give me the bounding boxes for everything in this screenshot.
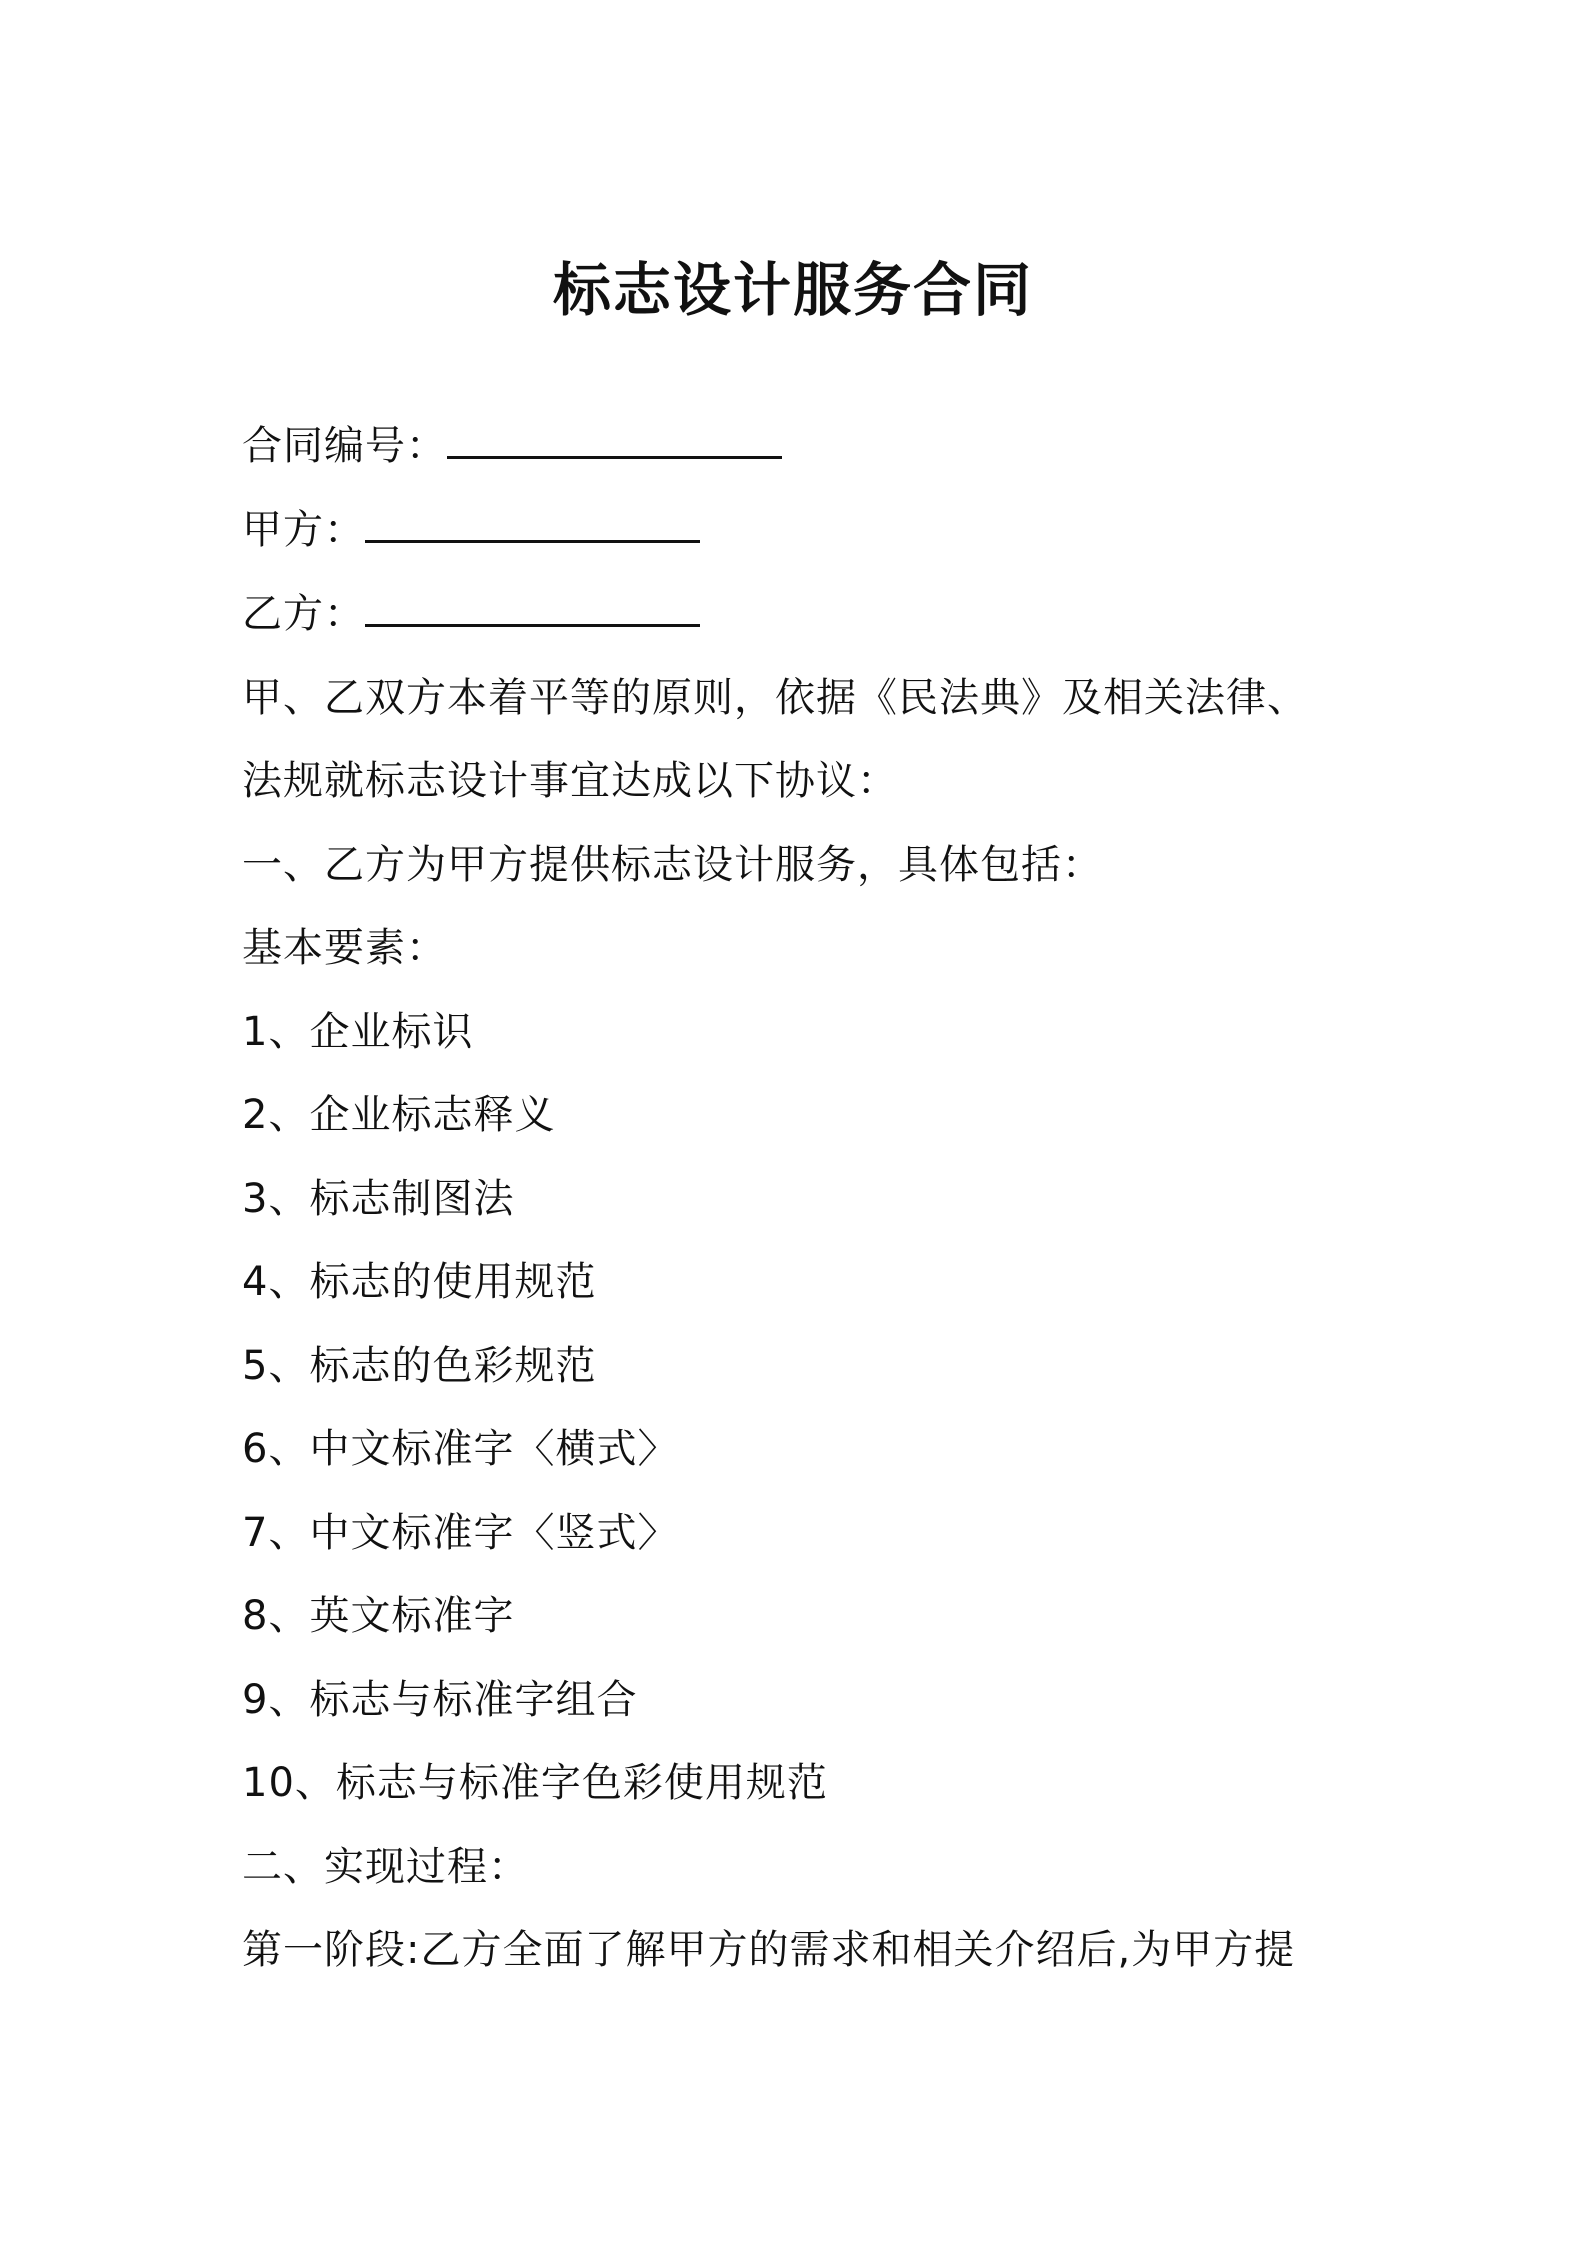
party-b-label: 乙方： xyxy=(242,591,365,637)
list-item: 10、标志与标准字色彩使用规范 xyxy=(242,1760,828,1806)
list-item: 1、企业标识 xyxy=(242,1009,474,1055)
list-item: 5、标志的色彩规范 xyxy=(242,1343,597,1389)
contract-number-blank[interactable] xyxy=(447,420,782,459)
stage-1-line: 第一阶段:乙方全面了解甲方的需求和相关介绍后,为甲方提 xyxy=(242,1927,1296,1973)
party-a-blank[interactable] xyxy=(365,504,700,543)
basic-elements-label: 基本要素： xyxy=(242,925,447,971)
list-item: 9、标志与标准字组合 xyxy=(242,1677,638,1723)
list-item: 2、企业标志释义 xyxy=(242,1092,556,1138)
intro-line-1: 甲、乙双方本着平等的原则，依据《民法典》及相关法律、 xyxy=(242,675,1308,721)
party-b-blank[interactable] xyxy=(365,588,700,627)
section-2-heading: 二、实现过程： xyxy=(242,1844,529,1890)
section-1-heading: 一、乙方为甲方提供标志设计服务，具体包括： xyxy=(242,842,1103,888)
list-item: 8、英文标准字 xyxy=(242,1593,515,1639)
list-item: 3、标志制图法 xyxy=(242,1176,515,1222)
list-item: 7、中文标准字〈竖式〉 xyxy=(242,1510,679,1556)
party-b-line xyxy=(242,586,700,642)
document-title: 标志设计服务合同 xyxy=(552,256,1033,324)
list-item: 4、标志的使用规范 xyxy=(242,1259,597,1305)
intro-line-2: 法规就标志设计事宜达成以下协议： xyxy=(242,758,898,804)
contract-number-line xyxy=(242,418,782,474)
list-item: 6、中文标准字〈横式〉 xyxy=(242,1426,679,1472)
party-a-label: 甲方： xyxy=(242,507,365,553)
party-a-line xyxy=(242,502,700,558)
contract-number-label: 合同编号： xyxy=(242,423,447,469)
